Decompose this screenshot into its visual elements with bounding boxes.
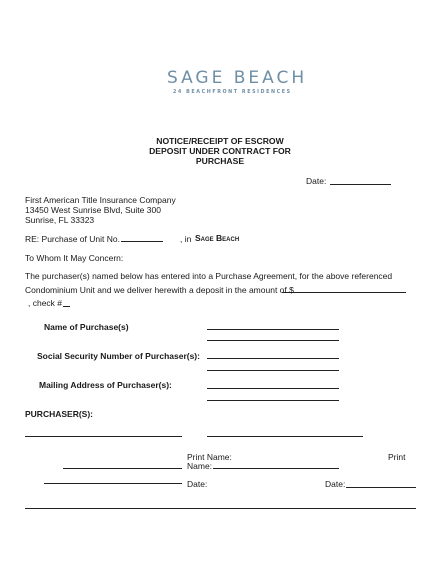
addressee-city: Sunrise, FL 33323	[25, 215, 95, 225]
name-of-purchaser-label: Name of Purchase(s)	[44, 322, 129, 332]
print-name-label: Print Name:	[187, 452, 232, 462]
addressee-street: 13450 West Sunrise Blvd, Suite 300	[25, 205, 161, 215]
ssn-field-2[interactable]	[207, 370, 339, 371]
print-name-field-left[interactable]	[63, 468, 182, 469]
re-in-text: , in	[180, 234, 192, 244]
unit-number-field[interactable]	[121, 241, 163, 242]
address-field-1[interactable]	[207, 388, 339, 389]
address-field-2[interactable]	[207, 400, 339, 401]
deposit-amount-field[interactable]	[282, 292, 406, 293]
doc-title-line3: PURCHASE	[195, 156, 245, 166]
addressee-company: First American Title Insurance Company	[25, 195, 176, 205]
body-line3: , check #	[28, 298, 63, 308]
name-field-2[interactable]	[207, 340, 339, 341]
body-line1: The purchaser(s) named below has entered into a Purchase Agreement, for the above referenced	[25, 271, 393, 281]
doc-title-line2: DEPOSIT UNDER CONTRACT FOR	[149, 146, 291, 156]
check-number-field[interactable]	[63, 306, 70, 307]
mailing-address-label: Mailing Address of Purchaser(s):	[39, 380, 172, 390]
bottom-rule	[25, 508, 416, 509]
name-label: Name:	[187, 461, 213, 471]
body-line2: Condominium Unit and we deliver herewith a deposit in the amount of $	[25, 285, 294, 295]
logo-tagline: 24 BEACHFRONT RESIDENCES	[173, 90, 292, 95]
date-field[interactable]	[330, 184, 391, 185]
doc-title-line1: NOTICE/RECEIPT OF ESCROW	[156, 136, 284, 146]
ssn-field-1[interactable]	[207, 358, 339, 359]
signature-line-left[interactable]	[25, 436, 182, 437]
sig-date-label-right: Date:	[325, 479, 346, 489]
re-property-name: Sage Beach	[195, 233, 240, 243]
purchasers-label: PURCHASER(S):	[25, 409, 93, 419]
date-line-left[interactable]	[44, 483, 182, 484]
print-name-field-right[interactable]	[213, 468, 339, 469]
date-label: Date:	[306, 176, 327, 186]
signature-line-right[interactable]	[207, 436, 363, 437]
re-label: RE: Purchase of Unit No.	[25, 234, 120, 244]
print-label: Print	[388, 452, 406, 462]
logo-title: SAGE BEACH	[167, 68, 308, 88]
sig-date-field-right[interactable]	[346, 487, 416, 488]
ssn-label: Social Security Number of Purchaser(s):	[37, 351, 200, 361]
name-field-1[interactable]	[207, 329, 339, 330]
sig-date-label-left: Date:	[187, 479, 208, 489]
salutation: To Whom It May Concern:	[25, 253, 124, 263]
